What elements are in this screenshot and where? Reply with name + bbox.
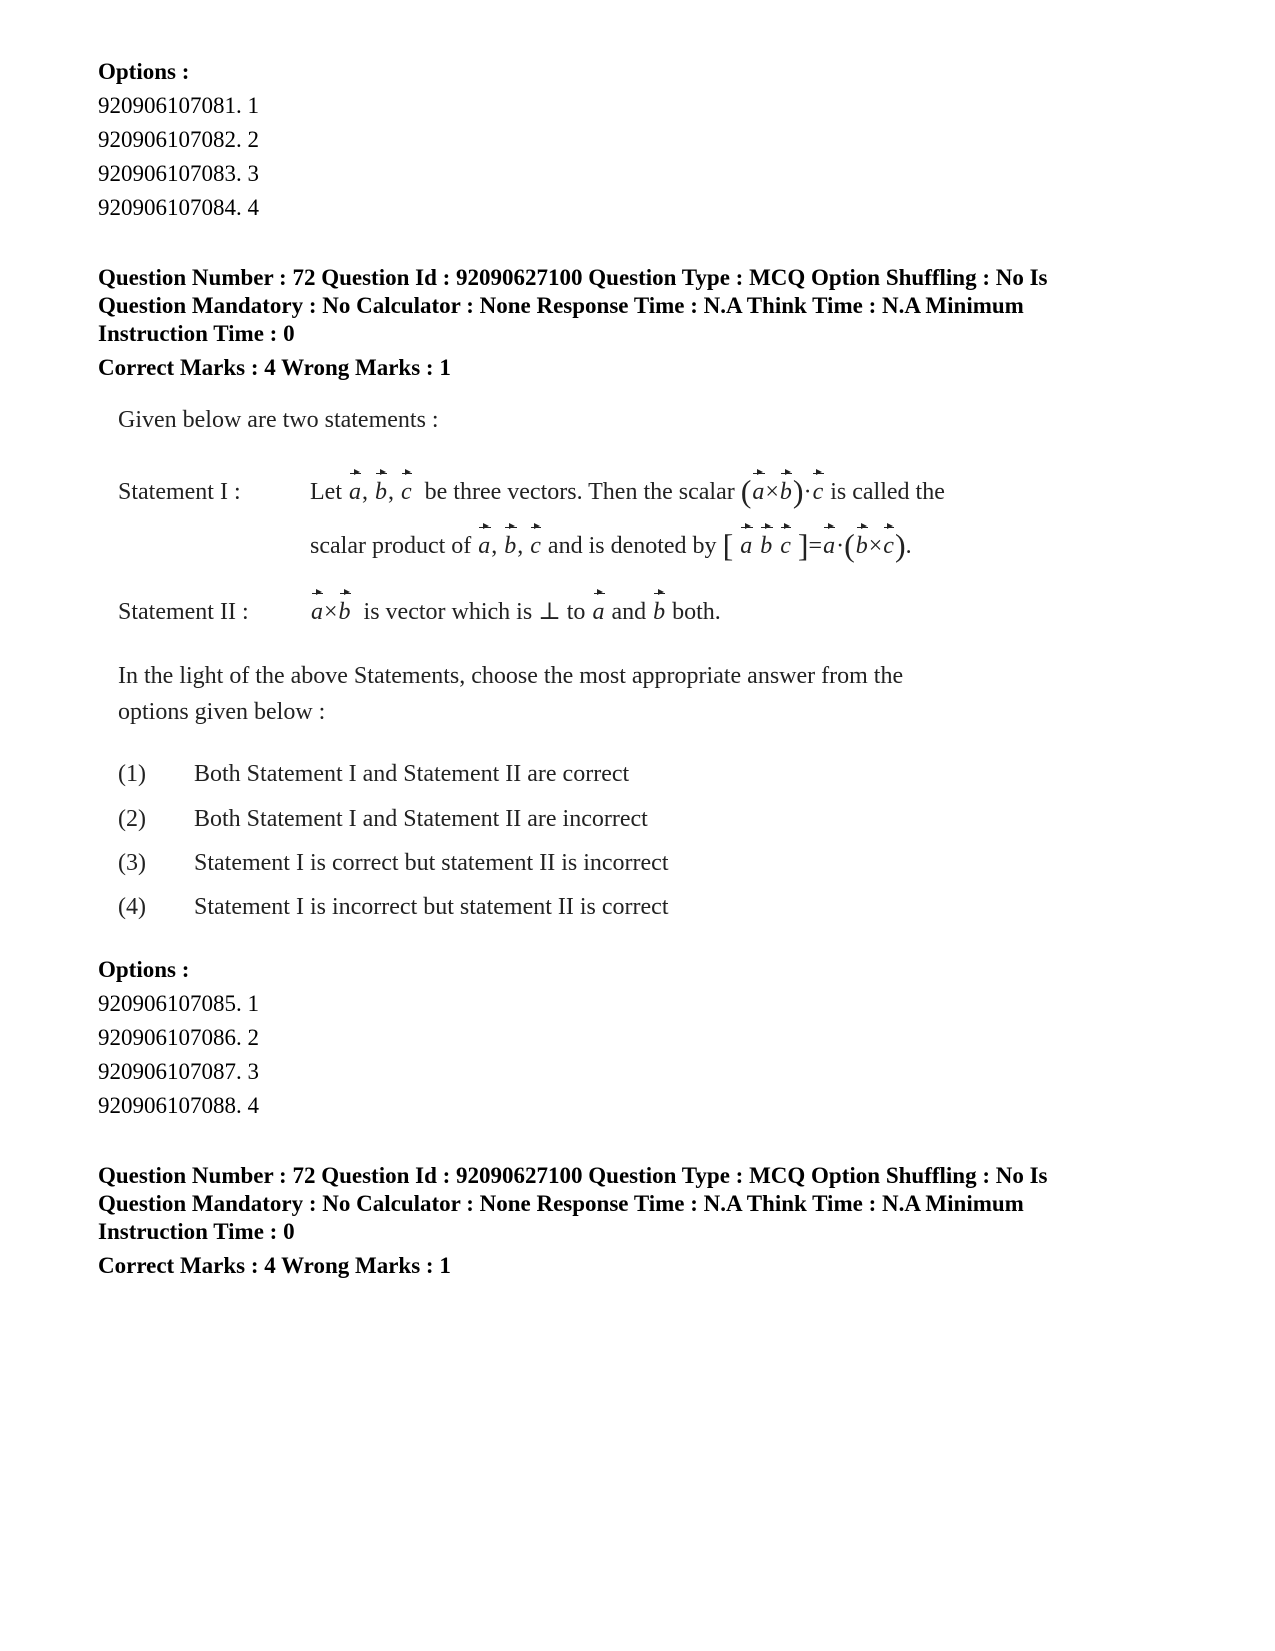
option-item: 920906107088. 4	[98, 1093, 259, 1118]
choice-text: Statement I is incorrect but statement II is correct	[194, 894, 669, 920]
choice-text: Both Statement I and Statement II are incorrect	[194, 806, 648, 832]
choice-number: (3)	[118, 850, 146, 876]
option-item: 920906107084. 4	[98, 195, 259, 220]
choice-text: Statement I is correct but statement II is incorrect	[194, 850, 669, 876]
choice-number: (2)	[118, 806, 146, 832]
option-item: 920906107086. 2	[98, 1025, 259, 1050]
option-item: 920906107085. 1	[98, 991, 259, 1016]
question-header	[98, 264, 1188, 382]
question-header	[98, 1162, 1188, 1280]
statement-1-line-2: scalar product of a, b, c and is denoted by [ a b c ]=a·(b×c).	[310, 527, 912, 563]
choice-number: (1)	[118, 761, 146, 787]
question-meta-line: Question Number : 72 Question Id : 92090627100 Question Type : MCQ Option Shuffling : No Is	[98, 265, 1048, 290]
statement-2-label: Statement II :	[118, 599, 249, 625]
statement-2-text: a×b is vector which is ⊥ to a and b both.	[310, 594, 1128, 630]
choice-number: (4)	[118, 894, 146, 920]
question-meta-line: Question Mandatory : No Calculator : None Response Time : N.A Think Time : N.A Minimum	[98, 1191, 1024, 1216]
option-item: 920906107082. 2	[98, 127, 259, 152]
options-title: Options :	[98, 957, 190, 982]
question-meta-line: Question Number : 72 Question Id : 92090627100 Question Type : MCQ Option Shuffling : No Is	[98, 1163, 1048, 1188]
question-prompt	[118, 658, 1128, 730]
prompt-line: In the light of the above Statements, choose the most appropriate answer from the	[118, 663, 904, 689]
marks-line: Correct Marks : 4 Wrong Marks : 1	[98, 355, 451, 380]
options-title: Options :	[98, 59, 190, 84]
option-item: 920906107081. 1	[98, 93, 259, 118]
option-item: 920906107087. 3	[98, 1059, 259, 1084]
options-section-top	[98, 59, 259, 225]
options-section-bottom	[98, 957, 259, 1123]
statement-1-line-1: Let a, b, c be three vectors. Then the scalar (a×b)·c is called the	[310, 473, 945, 509]
marks-line: Correct Marks : 4 Wrong Marks : 1	[98, 1253, 451, 1278]
choice-text: Both Statement I and Statement II are correct	[194, 761, 630, 787]
statement-1-label: Statement I :	[118, 479, 241, 505]
option-item: 920906107083. 3	[98, 161, 259, 186]
question-meta-line: Instruction Time : 0	[98, 321, 295, 346]
question-meta-line: Instruction Time : 0	[98, 1219, 295, 1244]
prompt-line: options given below :	[118, 699, 326, 725]
question-meta-line: Question Mandatory : No Calculator : None Response Time : N.A Think Time : N.A Minimum	[98, 293, 1024, 318]
question-intro: Given below are two statements :	[118, 407, 439, 433]
